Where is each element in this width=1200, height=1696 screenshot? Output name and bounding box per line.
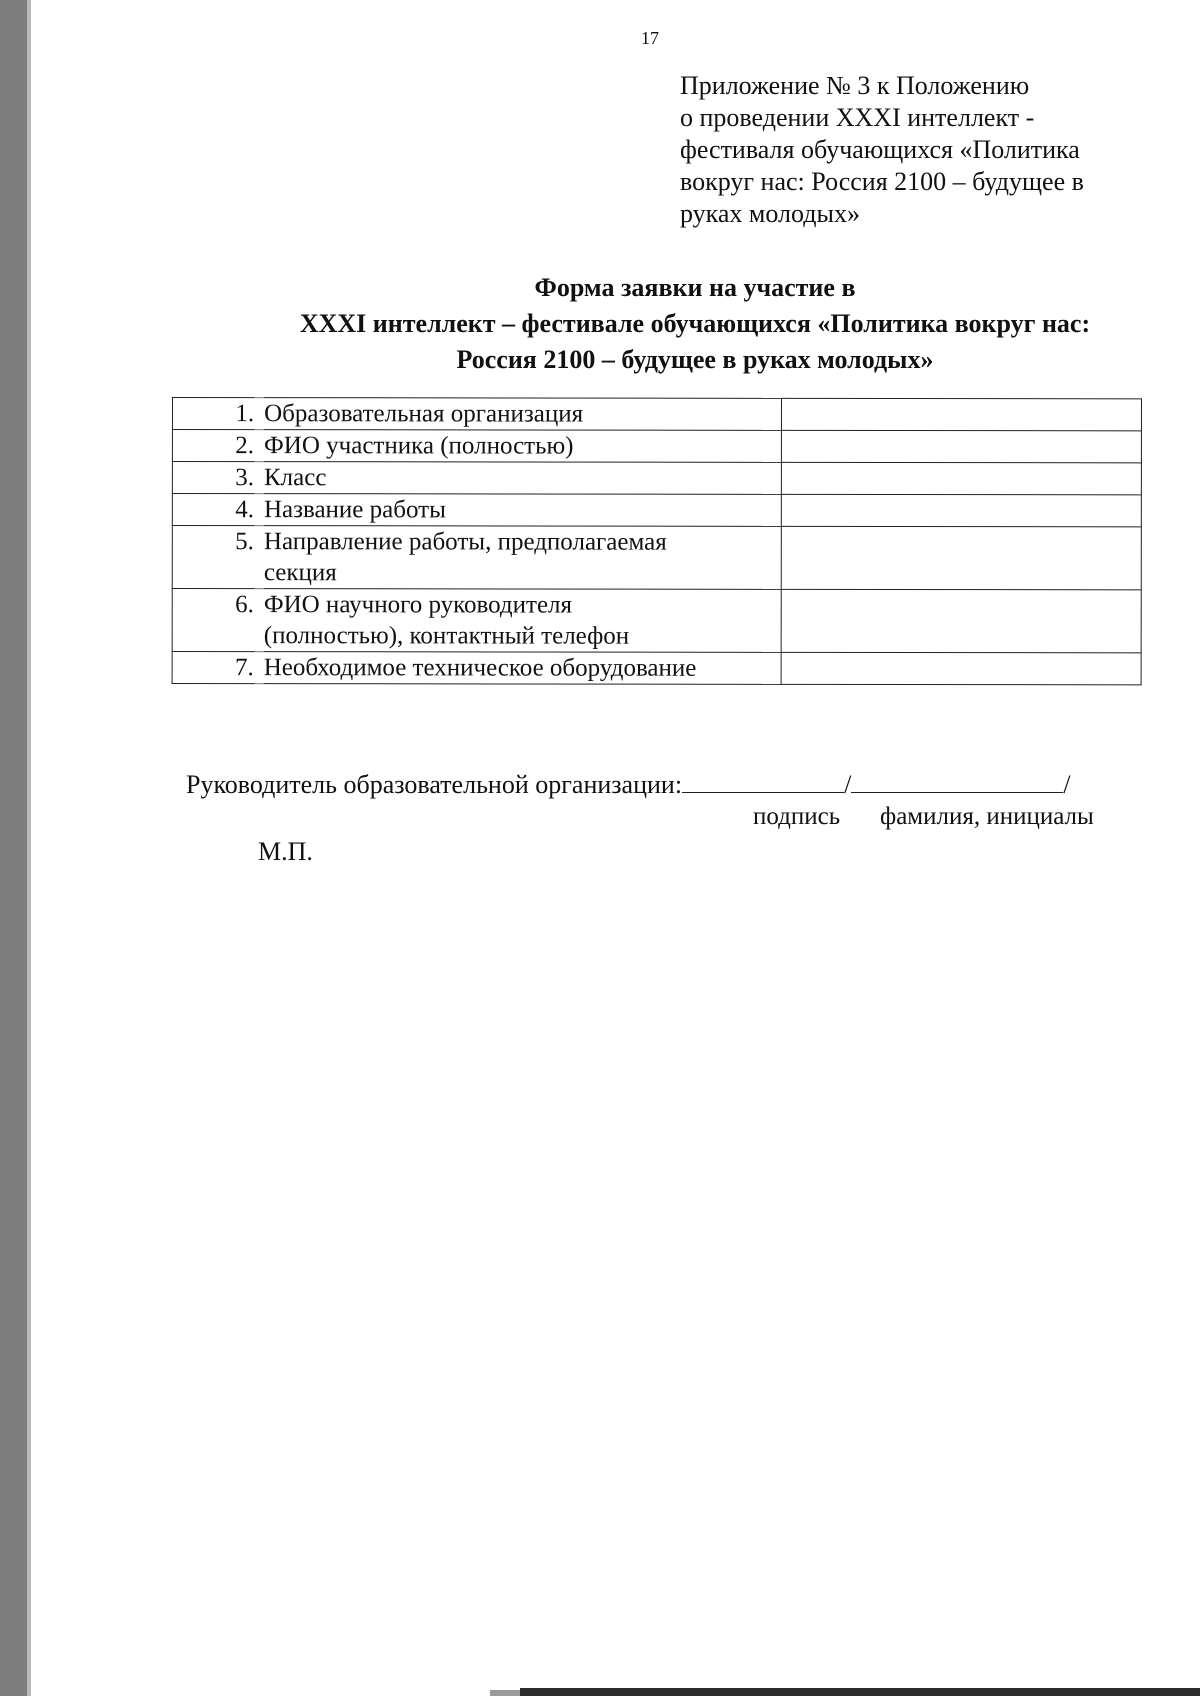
row-label-line: ФИО участника (полностью) — [264, 432, 574, 460]
row-number: 5. — [172, 526, 264, 589]
signature-blank[interactable] — [682, 770, 844, 793]
scan-bottom-edge — [520, 1688, 1200, 1696]
stamp-mark: М.П. — [258, 837, 313, 866]
row-value-field[interactable] — [781, 430, 1142, 463]
row-value-field[interactable] — [781, 494, 1142, 527]
row-value-field[interactable] — [781, 462, 1142, 495]
signature-separator: / — [844, 770, 852, 799]
row-label — [264, 398, 781, 431]
appendix-note — [680, 70, 1150, 230]
table-row — [172, 462, 1141, 495]
table-row — [172, 430, 1141, 463]
row-value-field[interactable] — [781, 652, 1142, 685]
name-caption: фамилия, инициалы — [880, 803, 1094, 830]
appendix-note-line: вокруг нас: Россия 2100 – будущее в — [680, 167, 1084, 196]
scan-left-edge — [0, 0, 27, 1696]
application-form-table — [172, 397, 1142, 685]
row-value-field[interactable] — [781, 589, 1142, 653]
signature-separator: / — [1063, 770, 1071, 799]
scan-left-edge-shadow — [27, 0, 31, 1696]
row-number: 1. — [172, 398, 264, 430]
appendix-note-line: Приложение № 3 к Положению — [680, 71, 1030, 100]
table-row — [172, 398, 1141, 431]
table-row — [172, 589, 1141, 653]
appendix-note-line: о проведении XXXI интеллект - — [680, 103, 1035, 132]
row-number: 2. — [172, 430, 264, 462]
row-label-line: Класс — [263, 464, 327, 492]
row-label — [264, 494, 781, 527]
row-label — [264, 652, 781, 685]
row-number: 7. — [172, 652, 264, 684]
row-label-line: ФИО научного руководителя — [263, 591, 573, 619]
row-label-line: Название работы — [263, 496, 446, 524]
row-value-field[interactable] — [781, 398, 1142, 431]
form-title-line: Форма заявки на участие в — [534, 273, 856, 302]
table-row — [172, 494, 1141, 527]
name-blank[interactable] — [851, 770, 1063, 793]
row-value-field[interactable] — [781, 526, 1142, 590]
row-number: 4. — [172, 494, 264, 526]
row-number: 3. — [172, 462, 264, 494]
appendix-note-line: фестиваля обучающихся «Политика — [680, 135, 1080, 164]
row-label — [264, 430, 781, 463]
page-number: 17 — [641, 28, 659, 48]
row-label — [264, 589, 781, 653]
row-label-line: Направление работы, предполагаемая — [263, 528, 667, 556]
row-label — [264, 462, 781, 495]
row-label-line: Образовательная организация — [264, 400, 584, 428]
signature-label: Руководитель образовательной организации: — [186, 770, 683, 799]
form-title — [170, 270, 1200, 378]
row-label-line: (полностью), контактный телефон — [263, 622, 630, 650]
form-title-line: XXXI интеллект – фестивале обучающихся «Политика вокруг нас: — [299, 309, 1091, 338]
form-title-line: Россия 2100 – будущее в руках молодых» — [456, 345, 934, 374]
row-label — [264, 526, 781, 590]
signature-caption: подпись — [753, 803, 841, 830]
table-row — [172, 526, 1141, 590]
table-row — [172, 652, 1141, 685]
row-number: 6. — [172, 589, 264, 652]
row-label-line: секция — [263, 559, 337, 587]
signature-line — [186, 770, 1071, 800]
appendix-note-line: руках молодых» — [680, 199, 860, 228]
row-label-line: Необходимое техническое оборудование — [263, 654, 697, 682]
